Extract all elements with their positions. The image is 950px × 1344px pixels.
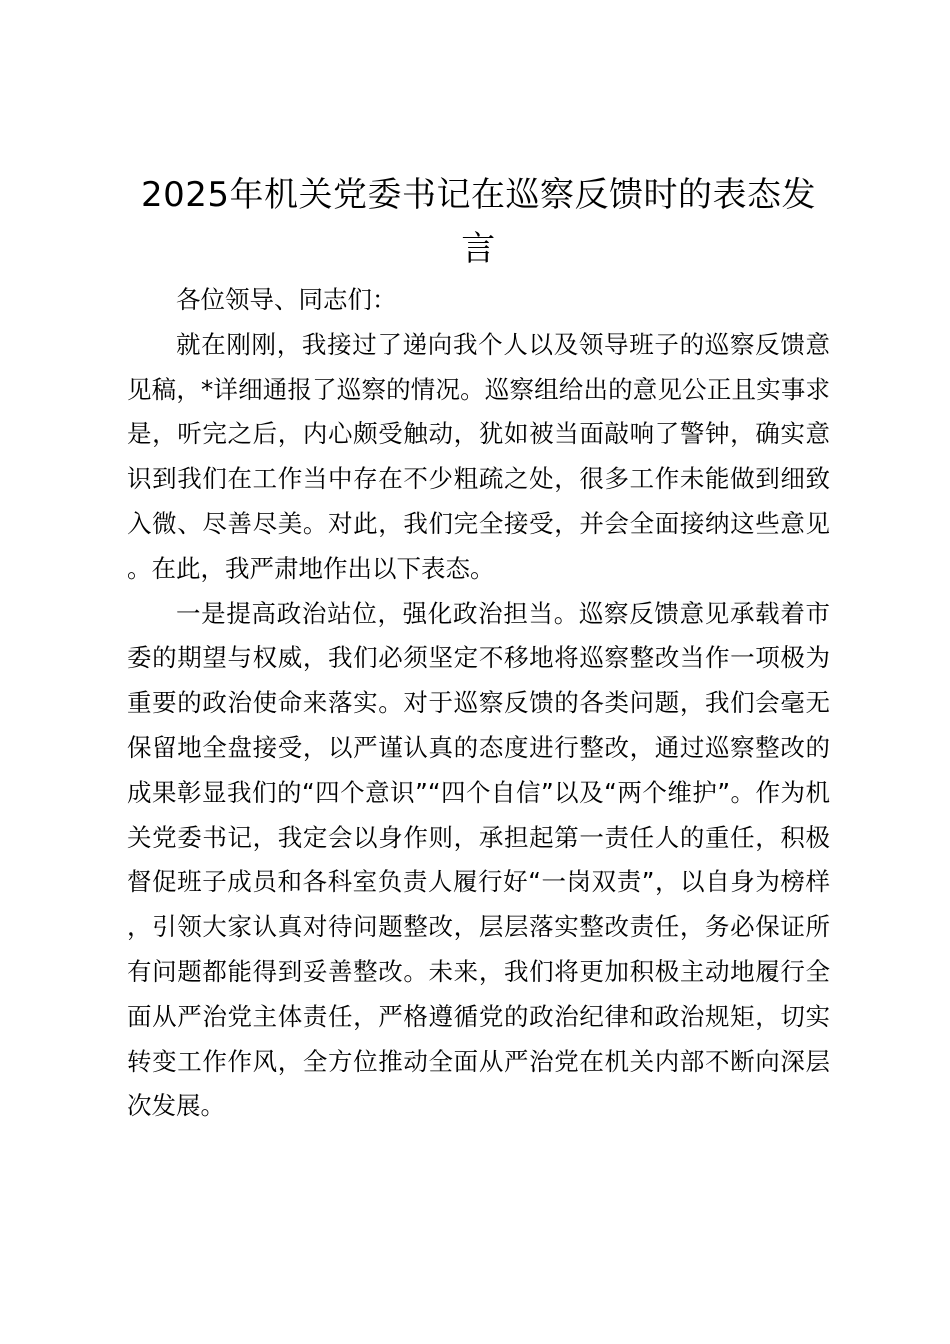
paragraph-intro: 就在刚刚，我接过了递向我个人以及领导班子的巡察反馈意见稿，*详细通报了巡察的情况。巡察组给出的意见公正且实事求是，听完之后，内心颇受触动，犹如被当面敲响了警钟，确实意识到我们在工作当中存在不少粗疏之处，很多工作未能做到细致入微、尽善尽美。对此，我们完全接受，并会全面接纳这些意见。在此，我严肃地作出以下表态。: [127, 329, 830, 583]
salutation: 各位领导、同志们：: [176, 285, 397, 314]
paragraph-point-one: 一是提高政治站位，强化政治担当。巡察反馈意见承载着市委的期望与权威，我们必须坚定不移地将巡察整改当作一项极为重要的政治使命来落实。对于巡察反馈的各类问题，我们会毫无保留地全盘接受，以严谨认真的态度进行整改，通过巡察整改的成果彰显我们的“四个意识”“四个自信”以及“两个维护”。作为机关党委书记，我定会以身作则，承担起第一责任人的重任，积极督促班子成员和各科室负责人履行好“一岗双责”，以自身为榜样，引领大家认真对待问题整改，层层落实整改责任，务必保证所有问题都能得到妥善整改。未来，我们将更加积极主动地履行全面从严治党主体责任，严格遵循党的政治纪律和政治规矩，切实转变工作作风，全方位推动全面从严治党在机关内部不断向深层次发展。: [127, 598, 830, 1121]
document-page: [127, 168, 830, 1129]
document-title: 2025年机关党委书记在巡察反馈时的表态发言: [140, 175, 817, 269]
